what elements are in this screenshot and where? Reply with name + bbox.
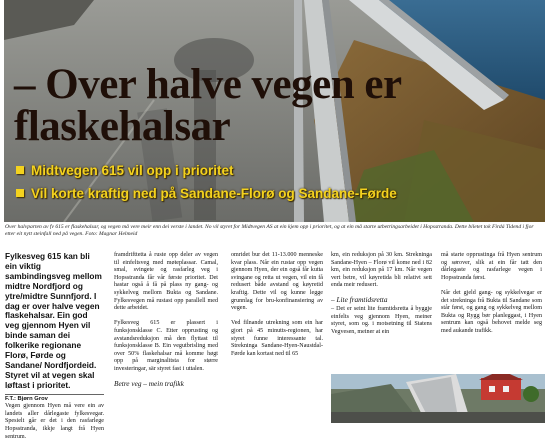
bullet-square-icon bbox=[16, 189, 24, 197]
ingress: Fylkesveg 615 kan bli ein viktig sambindingsveg mellom midtre Nordfjord og ytre/midtre Sunnfjord. I dag er over halve vegen flaskehalsar. Ein god veg gjennom Hyen vil binde saman dei folkerike regionane Florø, Førde og Sandane/ Nordfjordeid. Styret vil at vegen skal løftast i prioritet. bbox=[5, 251, 102, 390]
body-text: framdrifttetta å ruste opp deler av vegen til einfeltsveg med møteplassar. Camal, smal, svingete og rasfarleg veg i Hopsstranda får vår første prioritet. Det hastar også å få på plass ny gang- og sykkelveg mellom Bukta og Sandane. Fylkesvegen må rustast opp parallell med dette arbeidet. Fylkesveg 615 er plassert i funksjonsklasse C. Etter opprusting og avstandsreduksjon må den flyttast til funksjonsklasse B. Ein vegutbrisling med over 50% flaskehalsar må komme høgt opp på marginalitsta for større investeringar, sär styret fast i uttalen. bbox=[114, 252, 218, 372]
column-5 bbox=[441, 252, 542, 336]
column-3 bbox=[231, 252, 323, 358]
body-text: km, ein reduksjon på 30 km. Strekninga Sandane-Hyen – Florø vil kome ned i 82 km, ein reduksjon på 17 km. Når vegen vert betre, vil køyretida bli relativt sett enda meir redusert. bbox=[331, 252, 432, 289]
inset-photo-scene bbox=[331, 374, 545, 423]
body-text: omridet bur det 11-13.000 menneske kvar plass. Når ein rustar opp vegen gjennom Hyen, der ein også får kutta svingane og retta ut vegen, vil ein få redusert både avstand og køyretid kraftig. Dette vil og kunne legge grunnlag for bru-konfinansiering av vegen. Ved filnande utrekning som ein har gjort på 45 minutts-regionen, har styret funne interessante tal. Strekninga Sandane-Hyen-Naustdal-Førde kan kortast ned til 65 bbox=[231, 252, 323, 357]
subhead-1-text: Midtvegen 615 vil opp i prioritet bbox=[31, 163, 234, 178]
byline: F.T.: Bjørn Grov bbox=[5, 394, 104, 404]
body-text: må starte opprustinga frå Hyen sentrum og sørover, slik at ein får tatt den dårlegaste og rasfarlege vegen i Hopsstranda først. Når det gjeld gang- og sykkelvegar er det strekninga frå Bukta til Sandane som står først, og gang og sykkelveg mellom Bukta og Rygg bør planleggast, i Hyen sentrum kan også behovet melde seg med aukande trafikk. bbox=[441, 252, 542, 334]
body-text: Vegen gjennom Hyen må vere ein av landets aller dårlegaste fylkesvegar. Spesielt går er det i den rasfarlege Hopsstranda, ikkje langt frå Hyen sentrum. bbox=[5, 403, 104, 440]
subhead-2 bbox=[16, 186, 397, 201]
intertitle: Betre veg – mein trafikk bbox=[114, 378, 184, 388]
subhead-1 bbox=[16, 163, 234, 178]
column-1 bbox=[5, 252, 104, 441]
headline: – Over halve vegen er flaskehalsar bbox=[14, 61, 401, 150]
inset-photo bbox=[331, 374, 545, 423]
body-text: – Det er seint lite framtidsretta å byggje einfelts veg gjennom Hyen, meiner styret, som og. i motsetning til Statens Vegvesen, meiner at ein bbox=[331, 305, 432, 335]
column-4 bbox=[331, 252, 432, 336]
intertitle: – Lite framtidsretta bbox=[331, 294, 388, 304]
hero-photo bbox=[4, 0, 545, 222]
bullet-square-icon bbox=[16, 166, 24, 174]
column-2 bbox=[114, 252, 218, 390]
subhead-2-text: Vil korte kraftig ned på Sandane-Florø og Sandane-Førde bbox=[31, 186, 397, 201]
photo-caption: Over halvparten av fv 615 er flaskehalsar, og vegen må vere meir enn dei verste i landet. No vil styret for Midtvegen AS at ein kjem opp i prioritet, og at ein må starte utbetringsarbeidet i Hopsstranda. Dette biletet tok Firdá Tidend i fjor etter eit nytt steinfall ned på vegen. Foto: Magnar Helmeid bbox=[5, 224, 534, 237]
